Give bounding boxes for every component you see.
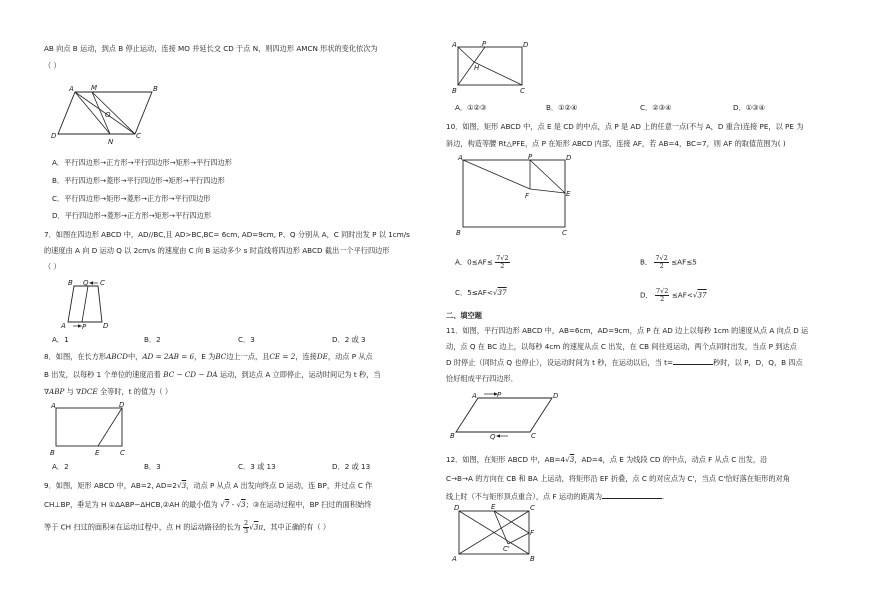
q11-parallelogram-figure [450,390,560,442]
q8-text-line2: B 出发，以每秒 1 个单位的速度沿着 BC − CD − DA 运动，到达点 A 立即停止，运动时间记为 t 秒，当 [44,370,381,379]
fig-label: B [68,279,73,287]
q8-option-c: C．3 或 13 [238,462,276,471]
fraction: $\frac{7√2}{2}$ [496,254,509,270]
fig-label: O [105,111,111,119]
q12-text-line2: C→B→A 的方向在 CB 和 BA 上运动，将矩形沿 EF 折叠，点 C 的对应点为 C'，当点 C'恰好落在矩形的对角 [446,474,790,483]
fig-label: B [153,85,158,93]
q12-text-line1: 12．如图，在矩形 ABCD 中，AB=4√3，AD=4，点 E 为线段 CD 的中点，动点 F 从点 C 出发，沿 [446,455,768,464]
q8-option-b: B．3 [144,462,161,471]
fraction: $\frac{7√2}{2}$ [656,287,669,303]
q7-trapezoid-figure [58,278,118,330]
q6-parallelogram-figure [51,84,158,146]
q12-text-line3: 线上时（不与矩形顶点重合），点 F 运动的距离为 . [446,492,665,501]
fig-label: C [136,132,141,140]
q11-text-line1: 11．如图，平行四边形 ABCD 中，AB=6cm，AD=9cm，点 P 在 AD 边上以每秒 1cm 的速度从点 A 向点 D 运 [446,326,809,335]
q9-option-c: C．②③④ [640,103,672,112]
q10-option-c: C．5≤AF<√37 [455,288,507,297]
q8-option-d: D．2 或 13 [332,462,371,471]
q9-option-b: B．①②④ [546,103,578,112]
fig-label: E [491,503,496,511]
q9-text-line1: 9．如图，矩形 ABCD 中，AB=2, AD=2√3，动点 P 从点 A 出发向终点 D 运动，连 BP，并过点 C 作 [44,481,373,490]
fig-label: C [562,229,567,237]
fig-label: A [452,41,457,49]
q9-option-d: D．①③④ [733,103,766,112]
fig-label: E [95,449,100,457]
q7-option-d: D．2 或 3 [332,335,366,344]
fig-label: C [100,279,105,287]
fig-label: B [456,229,461,237]
fig-label: C [120,449,125,457]
q6-option-b: B．平行四边形→菱形→平行四边形→矩形→平行四边形 [52,176,225,185]
fig-label: E [566,190,571,198]
answer-blank[interactable] [673,364,713,365]
q6-intro: AB 向点 B 运动，到点 B 停止运动，连接 MO 并延长交 CD 于点 N，则四边形 AMCN 形状的变化依次为 [44,44,378,53]
q7-option-c: C．3 [238,335,255,344]
fig-label: A [51,402,56,410]
fig-label: F [525,192,530,200]
q10-text-line1: 10．如图，矩形 ABCD 中，点 E 是 CD 的中点，点 P 是 AD 上的任意一点(不与 A，D 重合)连接 PE，以 PE 为 [446,122,804,131]
q10-text-line2: 斜边，构造等腰 Rt△PFE，点 P 在矩形 ABCD 内部，连接 AF，若 AB=4，BC=7，则 AF 的取值范围为( ) [446,139,786,148]
fig-label: C [530,504,535,512]
q7-option-a: A．1 [52,335,69,344]
fig-label: D [553,392,559,400]
fig-label: B [450,432,455,440]
fig-label: N [108,138,114,146]
q11-text-line4: 恰好组成平行四边形． [446,374,518,383]
fig-label: C [531,432,536,440]
q10-option-d: D． $\frac{7√2}{2}$ ≤AF<√37 [640,287,707,303]
q6-option-c: C．平行四边形→矩形→菱形→正方形→平行四边形 [52,194,211,203]
fig-label: C' [503,545,510,553]
q10-option-b: B． $\frac{7√2}{2}$ ≤AF≤5 [640,254,697,270]
fig-label: D [51,132,57,140]
fig-label: A [472,392,477,400]
section-heading: 二、填空题 [446,311,482,320]
fig-label: B [50,449,55,457]
fig-label: M [91,84,98,92]
fig-label: A [61,322,66,330]
q11-text-line3: D 时停止（同时点 Q 也停止），设运动时间为 t 秒，在运动以后，当 t= 秒时，以 P，D，Q，B 四点 [446,358,803,367]
fraction: $\frac{2}{3}$ [244,519,249,535]
fig-label: D [103,322,109,330]
q7-text-line2: 的速度由 A 向 D 运动 Q 以 2cm/s 的速度由 C 向 B 运动多少 s 时直线将四边形 ABCD 截出一个平行四边形 [44,246,390,255]
q12-rectangle-figure [450,503,540,563]
fig-label: A [452,555,457,563]
fraction: $\frac{7√2}{2}$ [655,254,668,270]
q8-option-a: A．2 [52,462,69,471]
fig-label: D [523,41,529,49]
q11-text-line2: 动，点 Q 在 BC 边上，以每秒 4cm 的速度从点 C 出发，在 CB 间往返运动，两个点同时出发，当点 P 到达点 [446,342,797,351]
fig-label: P [82,323,87,331]
q8-text-line1: 8．如图，在长方形ABCD中，AD = 2AB = 6，E 为BC边上一点，且CE = 2，连接DE，动点 P 从点 [44,352,373,361]
fig-label: C [520,87,525,95]
q9-rectangle-figure [452,40,532,96]
fig-label: Q [83,279,89,287]
q6-option-d: D．平行四边形→菱形→正方形→矩形→平行四边形 [52,211,212,220]
fig-label: H [474,64,480,72]
q10-option-a: A．0≤AF≤ $\frac{7√2}{2}$ [455,254,509,270]
q9-option-a: A．①②③ [455,103,487,112]
q9-text-line2: CH⊥BP，垂足为 H ①ΔABP∽ΔHCB,②AH 的最小值为 √7 - √3；③在运动过程中，BP 扫过的面积始终 [44,500,372,509]
fig-label: Q [490,433,496,441]
fig-label: B [530,555,535,563]
q9-text-line3: 等于 CH 扫过的面积④在运动过程中，点 H 的运动路径的长为 $\frac{2}{3}$ √3π，其中正确的有（ ） [44,519,331,535]
fig-label: B [452,87,457,95]
fig-label: D [566,154,572,162]
answer-blank[interactable] [602,498,662,499]
q10-rectangle-figure [454,152,574,238]
fig-label: F [530,529,535,537]
q7-text-line1: 7．如图在四边形 ABCD 中，AD//BC,且 AD>BC,BC= 6cm, AD=9cm, P、Q 分别从 A，C 同时出发 P 以 1cm/s [44,230,410,239]
fig-label: A [458,154,463,162]
fig-label: A [69,85,74,93]
q8-rectangle-figure [50,400,130,458]
q7-answer-paren: （ ） [44,262,61,271]
fig-label: P [482,40,487,48]
fig-label: D [119,401,125,409]
q8-text-line3: ∇ABP 与 ∇DCE 全等时，t 的值为（ ） [44,387,173,396]
q6-answer-paren: （ ） [44,61,61,70]
fig-label: P [528,153,533,161]
fig-label: P [497,391,502,399]
q6-option-a: A．平行四边形→正方形→平行四边形→矩形→平行四边形 [52,158,232,167]
q7-option-b: B．2 [144,335,161,344]
fig-label: D [454,504,460,512]
